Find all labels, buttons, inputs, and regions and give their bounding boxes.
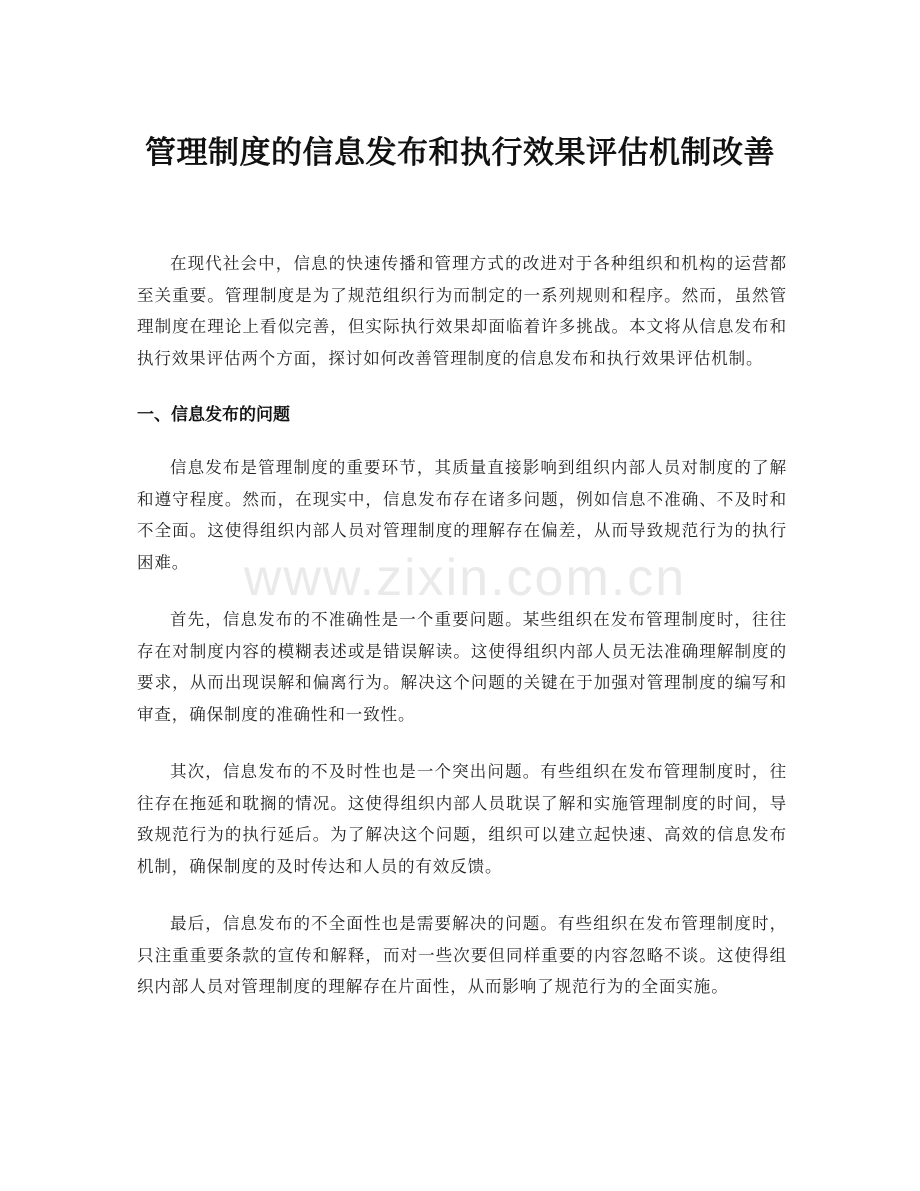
document-title: 管理制度的信息发布和执行效果评估机制改善 bbox=[145, 134, 775, 171]
section-paragraph: 最后，信息发布的不全面性也是需要解决的问题。有些组织在发布管理制度时，只注重重要条款的宣传和解释，而对一些次要但同样重要的内容忽略不谈。这使得组织内部人员对管理制度的理解存在片面性，从而影响了规范行为的全面实施。 bbox=[137, 914, 787, 996]
intro-paragraph: 在现代社会中，信息的快速传播和管理方式的改进对于各种组织和机构的运营都至关重要。管理制度是为了规范组织行为而制定的一系列规则和程序。然而，虽然管理制度在理论上看似完善，但实际执行效果却面临着许多挑战。本文将从信息发布和执行效果评估两个方面，探讨如何改善管理制度的信息发布和执行效果评估机制。 bbox=[137, 254, 787, 368]
section-paragraph: 首先，信息发布的不准确性是一个重要问题。某些组织在发布管理制度时，往往存在对制度内容的模糊表述或是错误解读。这使得组织内部人员无法准确理解制度的要求，从而出现误解和偏离行为。解决这个问题的关键在于加强对管理制度的编写和审查，确保制度的准确性和一致性。 bbox=[137, 610, 787, 724]
section-paragraph: 其次，信息发布的不及时性也是一个突出问题。有些组织在发布管理制度时，往往存在拖延和耽搁的情况。这使得组织内部人员耽误了解和实施管理制度的时间，导致规范行为的执行延后。为了解决这个问题，组织可以建立起快速、高效的信息发布机制，确保制度的及时传达和人员的有效反馈。 bbox=[137, 762, 787, 876]
document-body bbox=[137, 248, 787, 1029]
section-paragraph: 信息发布是管理制度的重要环节，其质量直接影响到组织内部人员对制度的了解和遵守程度。然而，在现实中，信息发布存在诸多问题，例如信息不准确、不及时和不全面。这使得组织内部人员对管理制度的理解存在偏差，从而导致规范行为的执行困难。 bbox=[137, 458, 787, 572]
section-heading: 一、信息发布的问题 bbox=[137, 405, 290, 425]
watermark: www.zixin.com.cn bbox=[243, 549, 687, 607]
